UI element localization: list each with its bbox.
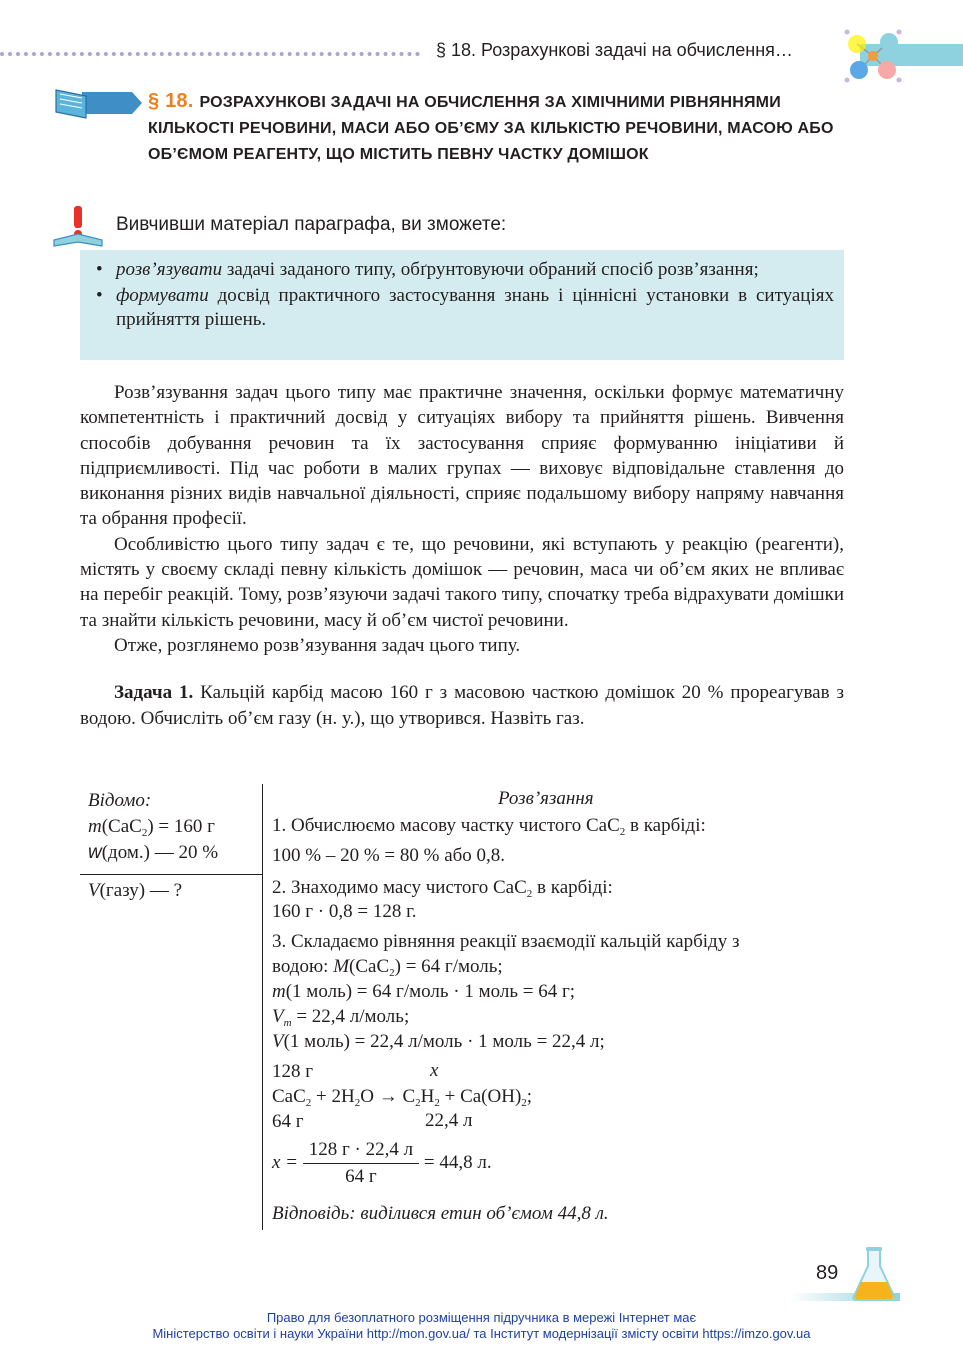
section-number: § 18.	[148, 90, 194, 112]
molecule-icon	[843, 28, 903, 84]
fraction	[303, 1137, 419, 1190]
equation-above-right: x	[430, 1060, 439, 1081]
answer	[272, 1202, 844, 1227]
step-3-volume: V(1 моль) = 22,4 л/моль · 1 моль = 22,4 л;	[272, 1031, 605, 1052]
task-text: Кальцій карбід масою 160 г з масовою часткою домішок 20 % прореагував з водою. Обчисліть об’єм газу (н. у.), що утворився. Назвіть газ.	[80, 682, 844, 729]
solution-label: Розв’язання	[498, 788, 594, 809]
paragraph: Особливістю цього типу задач є те, що речовини, які вступають у реакцію (реагенти), містять у своєму складі певну кількість домішок — речовин, маса чи об’єм яких не впливає на перебіг реакцій. Тому, розв’язуючи задачі такого типу, спочатку треба відрахувати домішки та знайти кількість речовини, масу й об’єм чистої речовини.	[80, 533, 844, 631]
open-book-arrow-icon	[52, 86, 142, 120]
table-vertical-rule	[262, 784, 263, 1230]
paragraph: Розв’язування задач цього типу має практичне значення, оскільки формує математичну компетентність і практичний досвід у ситуаціях вибору та прийняття рішень. Вивчення способів добування речовин та їх застосування сприяє формуванню ініціативи й підприємливості. Під час роботи в малих групах — виховує відповідальне ставлення до виконання різних видів навчальної діяльності, сприяє подальшому вибору напряму навчання та обрання професії.	[80, 382, 844, 530]
task-statement	[80, 680, 844, 731]
step-3-molar-volume: $V_m = 22,4$ л/моль;	[272, 1006, 410, 1029]
step-2: 2. Знаходимо масу чистого CaC$_2$ в карбіді:	[272, 877, 613, 900]
objective-keyword: розв’язувати	[116, 259, 223, 280]
exclamation-book-icon	[52, 204, 108, 248]
step-1-calc: 100 % – 20 % = 80 % або 0,8.	[272, 845, 506, 866]
page-number: 89	[816, 1262, 839, 1284]
paragraph: Отже, розглянемо розв’язування задач цього типу.	[114, 634, 521, 656]
step-3: 3. Складаємо рівняння реакції взаємодії кальцій карбіду з	[272, 931, 740, 952]
flask-icon	[850, 1246, 898, 1302]
objectives-intro: Вивчивши матеріал параграфа, ви зможете:	[116, 214, 507, 235]
reaction-equation: $CaC_2 + 2H_2O \to C_2H_2 + Ca(OH)_2$;	[272, 1086, 533, 1109]
step-1: 1. Обчислюємо масову частку чистого CaC$_2$ в карбіді:	[272, 815, 706, 838]
equation-above-left: 128 г	[272, 1061, 314, 1082]
table-horizontal-rule	[80, 874, 262, 875]
objective-text: задачі заданого типу, обґрунтовуючи обраний спосіб розв’язання;	[222, 259, 759, 280]
given-impurity: w(дом.) — 20 %	[88, 842, 219, 863]
equation-below-right: 22,4 л	[425, 1110, 473, 1131]
objective-item	[116, 284, 834, 332]
answer-label: Відповідь:	[272, 1203, 356, 1224]
header-dotted-rule	[0, 52, 420, 56]
objective-text: досвід практичного застосування знань і ціннісні установки в ситуаціях прийняття рішень.	[116, 285, 834, 330]
given-label: Відомо:	[88, 790, 152, 811]
step-3-molar-mass: водою: M(CaC$_2$) = 64 г/моль;	[272, 956, 503, 979]
fraction-calc	[272, 1137, 844, 1190]
running-title: § 18. Розрахункові задачі на обчислення…	[436, 40, 793, 60]
section-title	[148, 88, 858, 168]
fraction-rhs: = 44,8 л.	[423, 1151, 492, 1173]
objectives-list	[80, 250, 844, 332]
step-3-mass: m(1 моль) = 64 г/моль · 1 моль = 64 г;	[272, 981, 576, 1002]
fraction-denominator: 64 г	[345, 1166, 377, 1187]
fraction-numerator: 128 г · 22,4 л	[303, 1137, 419, 1164]
task-label: Задача 1.	[114, 682, 194, 704]
answer-text: виділився етин об’ємом 44,8 л.	[355, 1203, 609, 1224]
footer-line: Право для безоплатного розміщення підручника в мережі Інтернет має	[266, 1310, 697, 1325]
find-volume: V(газу) — ?	[88, 880, 183, 901]
body-text	[80, 380, 844, 731]
step-2-calc: 160 г · 0,8 = 128 г.	[272, 901, 417, 922]
objective-keyword: формувати	[116, 285, 209, 306]
copyright-footer	[0, 1310, 963, 1342]
equation-below-left: 64 г	[272, 1111, 304, 1132]
section-title-text: РОЗРАХУНКОВІ ЗАДАЧІ НА ОБЧИСЛЕННЯ ЗА ХІМІЧНИМИ РІВНЯННЯМИ КІЛЬКОСТІ РЕЧОВИНИ, МАСИ АБО ОБ’ЄМУ ЗА КІЛЬКІСТЮ РЕЧОВИНИ, МАСОЮ АБО ОБ’ЄМОМ РЕАГЕНТУ, ЩО МІСТИТЬ ПЕВНУ ЧАСТКУ ДОМІШОК	[148, 94, 834, 163]
footer-line: Міністерство освіти і науки України http://mon.gov.ua/ та Інститут модернізації змісту освіти https://imzo.gov.ua	[152, 1326, 811, 1341]
objectives-box	[80, 250, 844, 360]
fraction-lhs: x =	[272, 1151, 299, 1173]
given-mass: m(CaC$_2$) = 160 г	[88, 816, 215, 839]
objective-item	[116, 258, 834, 282]
